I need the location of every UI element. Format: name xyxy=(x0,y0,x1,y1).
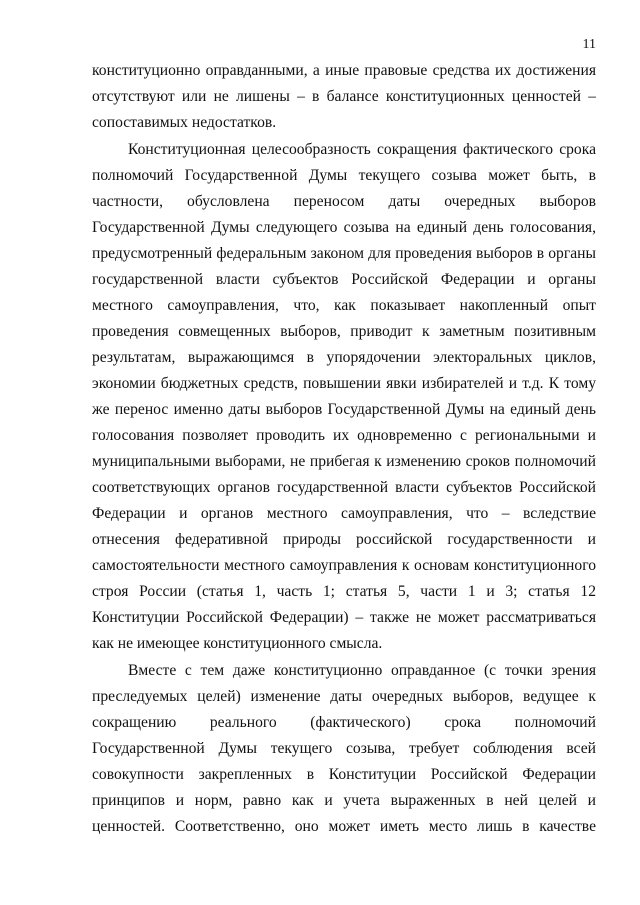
text-line: муниципальными выборами, не прибегая к изменению сроков полномочий xyxy=(92,453,596,470)
text-line: отнесения федеративной природы российской государственности и xyxy=(92,531,596,548)
text-line: экономии бюджетных средств, повышении явки избирателей и т.д. К тому xyxy=(92,375,596,392)
text-line: преследуемых целей) изменение даты очередных выборов, ведущее к xyxy=(92,688,596,705)
text-line: ценностей. Соответственно, оно может иметь место лишь в качестве xyxy=(92,818,596,835)
text-line: строя России (статья 1, часть 1; статья 5, части 1 и 3; статья 12 xyxy=(92,583,596,600)
text-line: голосования позволяет проводить их одновременно с региональными и xyxy=(92,427,596,444)
paragraph-first-line: Конституционная целесообразность сокращения фактического срока xyxy=(128,141,596,158)
text-line: как не имеющее конституционного смысла. xyxy=(92,635,383,652)
text-line: отсутствуют или не лишены – в балансе конституционных ценностей – xyxy=(92,88,596,105)
text-line: совокупности закрепленных в Конституции Российской Федерации xyxy=(92,766,596,783)
text-line: Федерации и органов местного самоуправления, что – вследствие xyxy=(92,505,596,522)
text-line: сопоставимых недостатков. xyxy=(92,114,277,131)
text-line: сокращению реального (фактического) срока полномочий xyxy=(92,714,596,731)
text-line: результатам, выражающимся в упорядочении электоральных циклов, xyxy=(92,349,596,366)
text-line: же перенос именно даты выборов Государственной Думы на единый день xyxy=(92,401,596,418)
paragraph-first-line: Вместе с тем даже конституционно оправданное (с точки зрения xyxy=(128,662,596,679)
text-line: полномочий Государственной Думы текущего созыва может быть, в xyxy=(92,167,596,184)
text-line: соответствующих органов государственной власти субъектов Российской xyxy=(92,479,596,496)
text-line: предусмотренный федеральным законом для проведения выборов в органы xyxy=(92,245,596,262)
text-line: Конституции Российской Федерации) – также не может рассматриваться xyxy=(92,609,596,626)
text-line: местного самоуправления, что, как показывает накопленный опыт xyxy=(92,297,596,314)
text-line: проведения совмещенных выборов, приводит к заметным позитивным xyxy=(92,323,596,340)
text-line: конституционно оправданными, а иные правовые средства их достижения xyxy=(92,62,596,79)
text-line: принципов и норм, равно как и учета выраженных в ней целей и xyxy=(92,792,596,809)
text-line: самостоятельности местного самоуправления к основам конституционного xyxy=(92,557,596,574)
text-line: государственной власти субъектов Российской Федерации и органы xyxy=(92,271,596,288)
text-line: частности, обусловлена переносом даты очередных выборов xyxy=(92,193,596,210)
text-line: Государственной Думы текущего созыва, требует соблюдения всей xyxy=(92,740,596,757)
page-number: 11 xyxy=(582,37,596,52)
text-line: Государственной Думы следующего созыва на единый день голосования, xyxy=(92,219,596,236)
